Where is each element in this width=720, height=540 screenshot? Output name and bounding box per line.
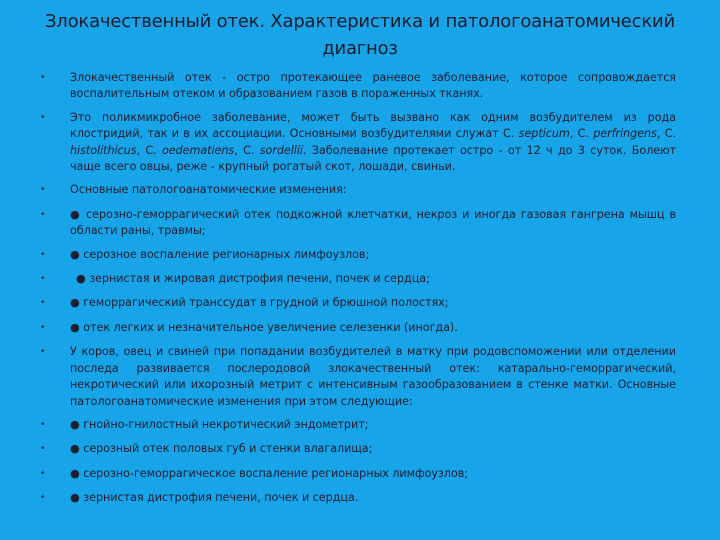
list-item <box>40 344 676 410</box>
list-item-text: ● зернистая и жировая дистрофия печени, почек и сердца; <box>76 272 430 286</box>
bullet-icon: • <box>40 347 46 358</box>
list-item-text: ● отек легких и незначительное увеличение селезенки (иногда). <box>70 320 458 334</box>
list-item <box>40 320 676 336</box>
list-item-text: Основные патологоанатомические изменения: <box>70 183 347 197</box>
list-item-text: ● геморрагический транссудат в грудной и брюшной полостях; <box>70 296 449 310</box>
list-item-text: ● серозно-геморрагическое воспаление регионарных лимфоузлов; <box>70 466 468 480</box>
list-item-text: ● серозное воспаление регионарных лимфоузлов; <box>70 247 370 261</box>
bullet-icon: • <box>40 73 46 83</box>
bullet-icon: • <box>40 419 46 430</box>
bullet-icon: • <box>40 444 46 455</box>
bullet-icon: • <box>40 209 46 220</box>
bullet-icon: • <box>40 322 46 333</box>
text-run: , С. <box>234 143 260 157</box>
text-run: , С. <box>136 143 162 157</box>
list-item <box>40 110 676 176</box>
text-run: , С. <box>656 127 677 141</box>
bullet-icon: • <box>40 249 46 260</box>
species-name: histolithicus <box>70 143 137 157</box>
bullet-icon: • <box>40 468 46 479</box>
list-item <box>40 70 676 103</box>
list-item <box>40 207 676 240</box>
list-item <box>40 466 676 482</box>
list-item-text: Злокачественный отек - остро протекающее раневое заболевание, которое сопровождается воспалительным отеком и образованием газов в пораженных тканях. <box>70 71 676 101</box>
list-item-text: ● гнойно-гнилостный некротический эндометрит; <box>70 417 369 431</box>
list-item-text: ● серозный отек половых губ и стенки влагалища; <box>70 442 373 456</box>
list-item-text <box>70 111 676 173</box>
list-item-text: ● зернистая дистрофия печени, почек и сердца. <box>70 491 359 505</box>
species-name: sordellii <box>259 143 303 157</box>
list-item <box>40 417 676 433</box>
bullet-icon: • <box>40 112 46 123</box>
list-item <box>40 247 676 263</box>
species-name: oedematiens <box>162 143 235 157</box>
list-item <box>40 271 676 287</box>
bullet-icon: • <box>40 185 46 196</box>
bullet-icon: • <box>40 274 46 285</box>
bullet-list <box>40 70 676 515</box>
list-item <box>40 182 676 198</box>
list-item <box>40 490 676 506</box>
bullet-icon: • <box>40 298 46 309</box>
text-run: . Заболевание протекает остро - от 12 ч до 3 суток. Болеют чаще всего овцы, реже - крупный рогатый скот, лошади, свиньи. <box>70 143 676 174</box>
list-item-text: У коров, овец и свиней при попадании возбудителей в матку при родовспоможении или отделении последа развивается послеродовой злокачественный отек: катарально-геморрагический, некротический или ихорозный метрит с интенсивным газообразованием в стенке матки. Основные патологоанатомические изменения при этом следующие: <box>70 345 676 408</box>
list-item <box>40 295 676 311</box>
bullet-icon: • <box>40 493 46 504</box>
list-item-text: ● серозно-геморрагический отек подкожной клетчатки, некроз и иногда газовая гангрена мышц в области раны, травмы; <box>70 207 676 238</box>
species-name: perfringens <box>593 127 657 141</box>
species-name: septicum <box>518 127 570 141</box>
slide-title: Злокачественный отек. Характеристика и патологоанатомический диагноз <box>44 11 676 59</box>
list-item <box>40 441 676 457</box>
text-run: , С. <box>569 127 594 141</box>
text-run: Это поликмикробное заболевание, может быть вызвано как одним возбудителем из рода клостридий, так и в их ассоциации. Основными возбудителями служат С. <box>70 110 676 141</box>
